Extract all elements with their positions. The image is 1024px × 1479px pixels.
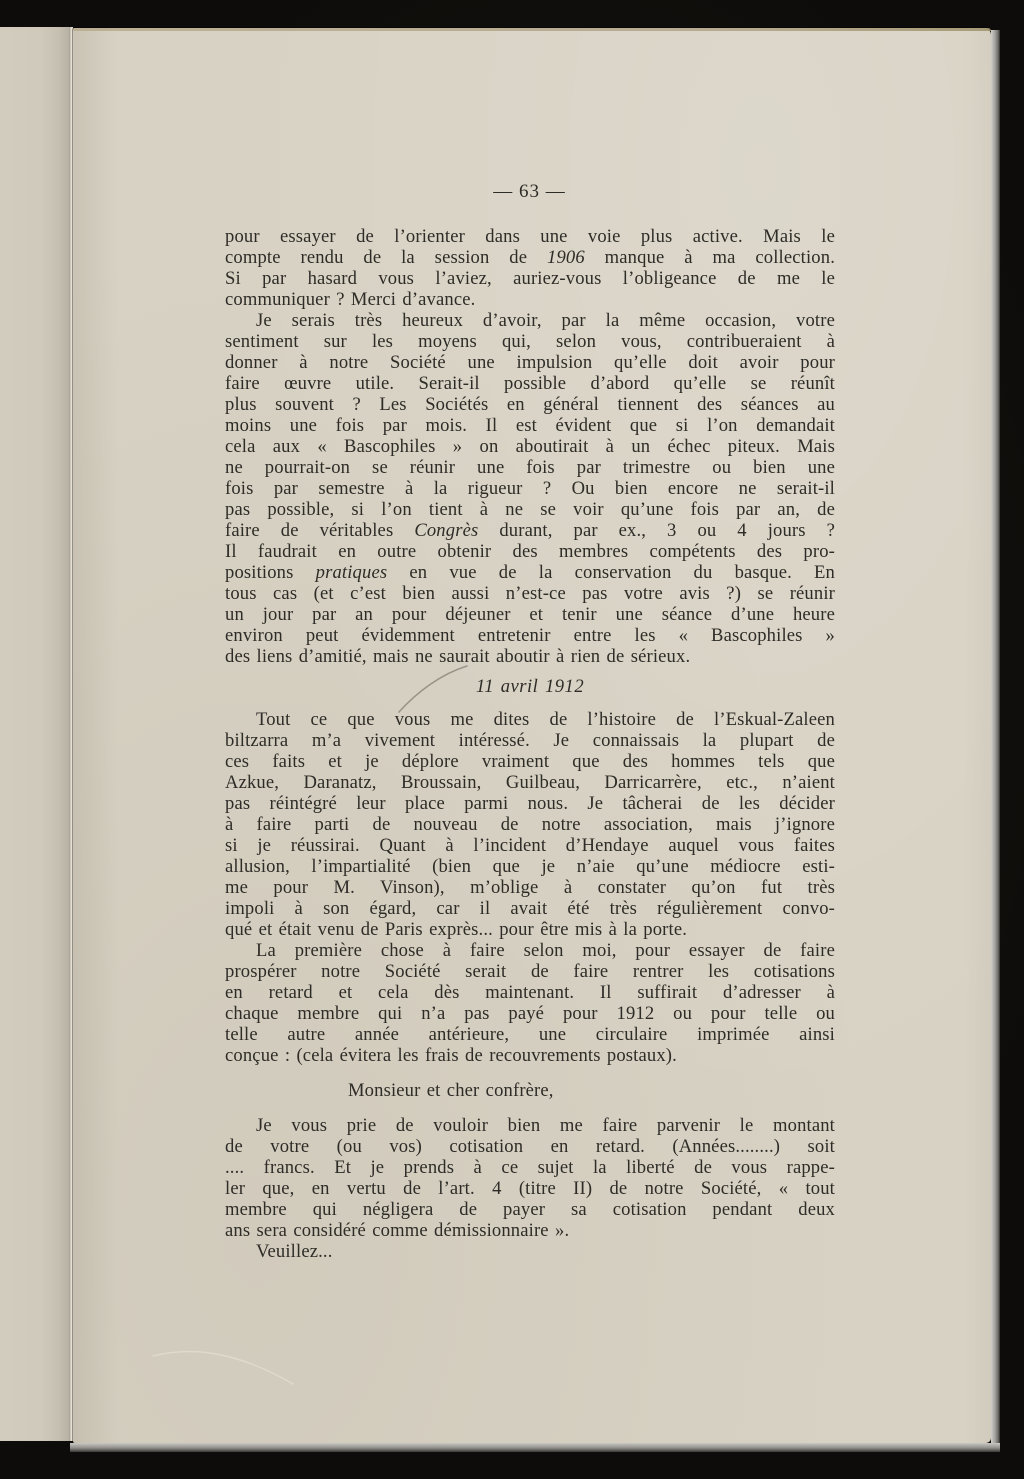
- text-line: ne pourrait-on se réunir une fois par trimestre ou bien une: [225, 457, 835, 478]
- text-line: des liens d’amitié, mais ne saurait aboutir à rien de sérieux.: [225, 646, 691, 667]
- book-gutter-page-edge: [0, 27, 73, 1441]
- text-line: conçue : (cela évitera les frais de recouvrements postaux).: [225, 1045, 677, 1066]
- text-line: de votre (ou vos) cotisation en retard. (Années........) soit: [225, 1136, 835, 1157]
- text-line: prospérer notre Société serait de faire rentrer les cotisations: [225, 961, 835, 982]
- text-line: tous cas (et c’est bien aussi n’est-ce pas votre avis ?) se réunir: [225, 583, 835, 604]
- text-line: ler que, en vertu de l’art. 4 (titre II) de notre Société, « tout: [225, 1178, 835, 1199]
- date-heading: 11 avril 1912: [475, 676, 585, 697]
- page-number: — 63 —: [493, 181, 566, 202]
- paragraph: [225, 226, 835, 310]
- text-line: ans sera considéré comme démissionnaire ».: [225, 1220, 570, 1241]
- book-page: [73, 28, 991, 1443]
- text-line: communiquer ? Merci d’avance.: [225, 289, 476, 310]
- text-line: pour essayer de l’orienter dans une voie plus active. Mais le: [225, 226, 835, 247]
- text-line: environ peut évidemment entretenir entre les « Bascophiles »: [225, 625, 835, 646]
- text-line: donner à notre Société une impulsion qu’elle doit avoir pour: [225, 352, 835, 373]
- text-line: plus souvent ? Les Sociétés en général tiennent des séances au: [225, 394, 835, 415]
- text-line: compte rendu de la session de 1906 manque à ma collection.: [225, 247, 836, 268]
- text-line: cela aux « Bascophiles » on aboutirait à un échec piteux. Mais: [225, 436, 835, 457]
- text-line: fois par semestre à la rigueur ? Ou bien encore ne serait-il: [225, 478, 835, 499]
- text-line: à faire parti de nouveau de notre association, mais j’ignore: [225, 814, 835, 835]
- text-line: telle autre année antérieure, une circulaire imprimée ainsi: [225, 1024, 835, 1045]
- text-line: .... francs. Et je prends à ce sujet la liberté de vous rappe-: [225, 1157, 835, 1178]
- text-line: chaque membre qui n’a pas payé pour 1912 ou pour telle ou: [225, 1003, 835, 1024]
- paragraph: [225, 1241, 835, 1262]
- text-line: moins une fois par mois. Il est évident que si l’on demandait: [225, 415, 835, 436]
- page-edge-bottom: [70, 1443, 1000, 1452]
- text-line: La première chose à faire selon moi, pour essayer de faire: [256, 940, 835, 961]
- salutation-line: Monsieur et cher confrère,: [348, 1080, 554, 1101]
- text-line: sentiment sur les moyens qui, selon vous, contribueraient à: [225, 331, 835, 352]
- text-line: Tout ce que vous me dites de l’histoire de l’Eskual-Zaleen: [256, 709, 835, 730]
- text-line: Je serais très heureux d’avoir, par la même occasion, votre: [256, 310, 835, 331]
- page-body: [225, 226, 835, 1262]
- text-line: biltzarra m’a vivement intéressé. Je connaissais la plupart de: [225, 730, 835, 751]
- text-line: Il faudrait en outre obtenir des membres compétents des pro-: [225, 541, 835, 562]
- text-line: faire œuvre utile. Serait-il possible d’abord qu’elle se réunît: [225, 373, 835, 394]
- paragraph: [225, 1115, 835, 1241]
- text-line: Si par hasard vous l’aviez, auriez-vous l’obligeance de me le: [225, 268, 835, 289]
- text-line: en retard et cela dès maintenant. Il suffirait d’adresser à: [225, 982, 835, 1003]
- paragraph: [225, 310, 835, 667]
- pen-mark: [395, 662, 471, 718]
- text-line: membre qui négligera de payer sa cotisation pendant deux: [225, 1199, 835, 1220]
- text-line: Je vous prie de vouloir bien me faire parvenir le montant: [256, 1115, 835, 1136]
- text-line: allusion, l’impartialité (bien que je n’aie qu’une médiocre esti-: [225, 856, 835, 877]
- text-line: impoli à son égard, car il avait été très régulièrement convo-: [225, 898, 835, 919]
- paragraph: [225, 709, 835, 940]
- page-edge-right: [991, 30, 1000, 1448]
- text-line: faire de véritables Congrès durant, par ex., 3 ou 4 jours ?: [225, 520, 836, 541]
- page-top-edge: [73, 28, 991, 31]
- text-line: qué et était venu de Paris exprès... pour être mis à la porte.: [225, 919, 688, 940]
- text-line: me pour M. Vinson), m’oblige à constater qu’on fut très: [225, 877, 835, 898]
- text-line: pas possible, si l’on tient à ne se voir qu’une fois par an, de: [225, 499, 835, 520]
- text-line: Azkue, Daranatz, Broussain, Guilbeau, Darricarrère, etc., n’aient: [225, 772, 835, 793]
- text-line: un jour par an pour déjeuner et tenir une séance d’une heure: [225, 604, 835, 625]
- text-line: si je réussirai. Quant à l’incident d’Hendaye auquel vous faites: [225, 835, 835, 856]
- paragraph: [225, 940, 835, 1066]
- text-line: Veuillez...: [256, 1241, 333, 1262]
- paper-scratch: [143, 1340, 313, 1390]
- text-line: ces faits et je déplore vraiment que des hommes tels que: [225, 751, 835, 772]
- text-line: pas réintégré leur place parmi nous. Je tâcherai de les décider: [225, 793, 835, 814]
- text-line: positions pratiques en vue de la conservation du basque. En: [225, 562, 835, 583]
